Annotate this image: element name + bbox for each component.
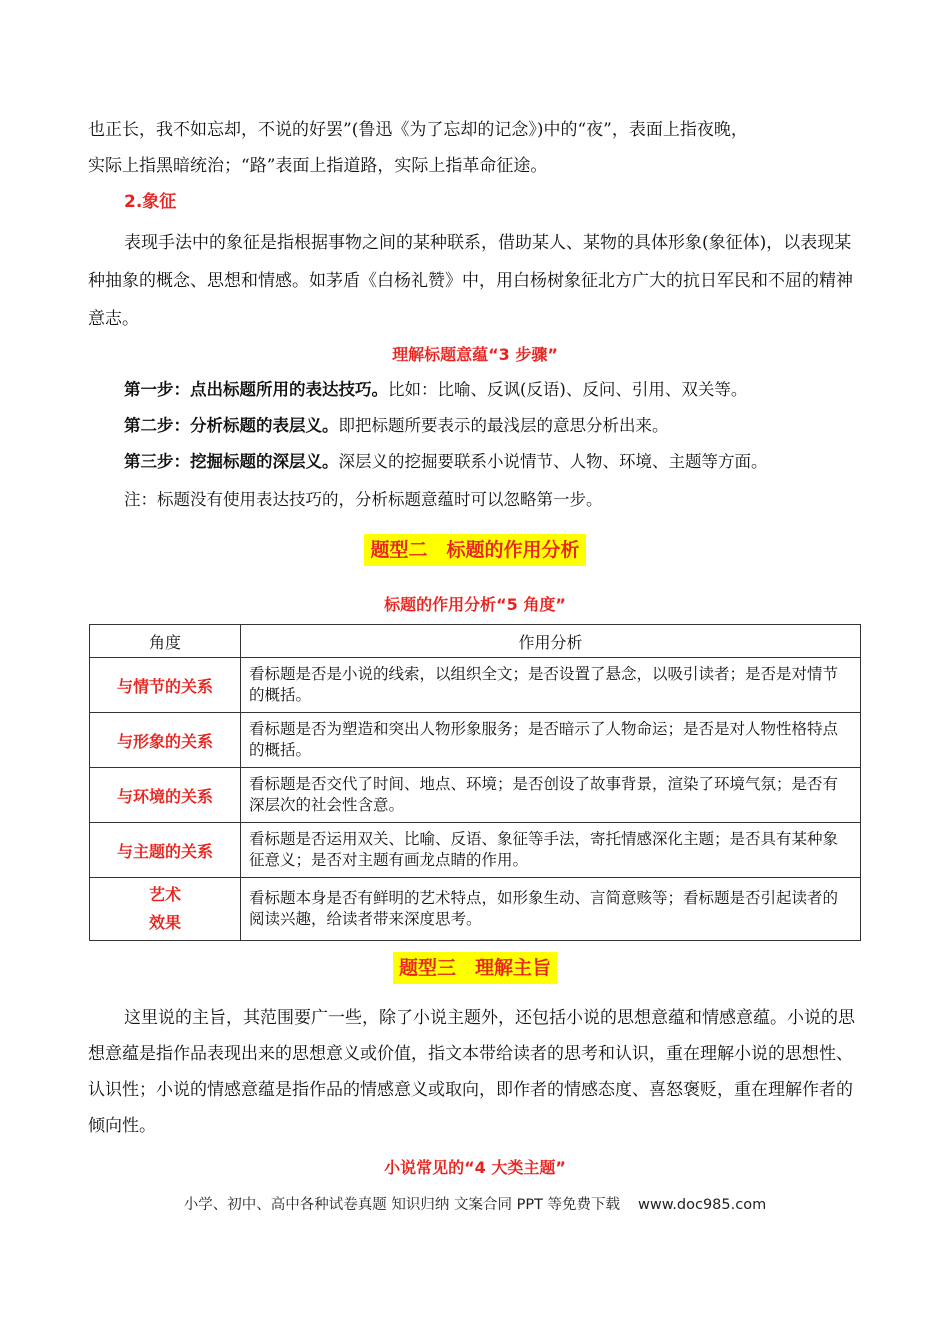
themes-subtitle: 小说常见的“4 大类主题” <box>384 1158 566 1177</box>
symbol-paragraph: 表现手法中的象征是指根据事物之间的某种联系，借助某人、某物的具体形象(象征体)，以表现某种抽象的概念、思想和情感。如茅盾《白杨礼赞》中，用白杨树象征北方广大的抗日军民和不屈的精神意志。 <box>88 233 853 329</box>
type3-heading: 题型三 理解主旨 <box>393 952 557 984</box>
theme-paragraph: 这里说的主旨，其范围要广一些，除了小说主题外，还包括小说的思想意蕴和情感意蕴。小说的思想意蕴是指作品表现出来的思想意义或价值，指文本带给读者的思考和认识，重在理解小说的思想性、认识性；小说的情感意蕴是指作品的情感意义或取向，即作者的情感态度、喜怒褒贬，重在理解作者的倾向性。 <box>88 1008 855 1136</box>
row-analysis: 看标题是否运用双关、比喻、反语、象征等手法，寄托情感深化主题；是否具有某种象征意义；是否对主题有画龙点睛的作用。 <box>241 823 861 878</box>
row-angle: 与主题的关系 <box>90 823 241 878</box>
table-title: 标题的作用分析“5 角度” <box>384 595 566 614</box>
header-angle: 角度 <box>90 625 241 658</box>
table-row <box>90 768 861 823</box>
table-row <box>90 823 861 878</box>
table-header-row <box>90 625 861 658</box>
row-angle: 与形象的关系 <box>90 713 241 768</box>
step-3-label: 第三步：挖掘标题的深层义。 <box>124 452 339 471</box>
footer <box>0 1193 950 1214</box>
step-2 <box>124 408 884 444</box>
step-1-label: 第一步：点出标题所用的表达技巧。 <box>124 380 388 399</box>
row-analysis: 看标题是否交代了时间、地点、环境；是否创设了故事背景，渲染了环境气氛；是否有深层次的社会性含意。 <box>241 768 861 823</box>
step-2-label: 第二步：分析标题的表层义。 <box>124 416 339 435</box>
row-analysis: 看标题是否是小说的线索，以组织全文；是否设置了悬念，以吸引读者；是否是对情节的概括。 <box>241 658 861 713</box>
type2-heading-wrap <box>0 534 950 566</box>
row-angle: 与情节的关系 <box>90 658 241 713</box>
type3-heading-wrap <box>0 952 950 984</box>
angle-line-1: 艺术 <box>148 885 181 904</box>
step-1-text: 比如：比喻、反讽(反语)、反问、引用、双关等。 <box>388 380 748 399</box>
step-3-text: 深层义的挖掘要联系小说情节、人物、环境、主题等方面。 <box>338 452 768 471</box>
row-analysis: 看标题是否为塑造和突出人物形象服务；是否暗示了人物命运；是否是对人物性格特点的概括。 <box>241 713 861 768</box>
row-analysis: 看标题本身是否有鲜明的艺术特点，如形象生动、言简意赅等；看标题是否引起读者的阅读兴趣，给读者带来深度思考。 <box>241 878 861 941</box>
step-1 <box>124 372 884 408</box>
step-2-text: 即把标题所要表示的最浅层的意思分析出来。 <box>338 416 669 435</box>
step-3 <box>124 444 884 480</box>
type2-heading: 题型二 标题的作用分析 <box>364 534 585 566</box>
table-row <box>90 878 861 941</box>
footer-url[interactable]: www.doc985.com <box>638 1197 767 1213</box>
section-heading-symbol: 2.象征 <box>124 192 177 212</box>
footer-text: 小学、初中、高中各种试卷真题 知识归纳 文案合同 PPT 等免费下载 <box>183 1197 621 1213</box>
intro-line-2: 实际上指黑暗统治；“路”表面上指道路，实际上指革命征途。 <box>88 156 548 176</box>
row-angle <box>90 878 241 941</box>
intro-line-1: 也正长，我不如忘却，不说的好罢”(鲁迅《为了忘却的记念》)中的“夜”，表面上指夜晚， <box>88 120 748 140</box>
row-angle: 与环境的关系 <box>90 768 241 823</box>
angle-line-2: 效果 <box>148 913 181 932</box>
header-analysis: 作用分析 <box>241 625 861 658</box>
table-row <box>90 713 861 768</box>
steps-note: 注：标题没有使用表达技巧的，分析标题意蕴时可以忽略第一步。 <box>124 490 603 509</box>
table-row <box>90 658 861 713</box>
title-function-table <box>89 624 861 941</box>
steps-title: 理解标题意蕴“3 步骤” <box>392 345 558 364</box>
